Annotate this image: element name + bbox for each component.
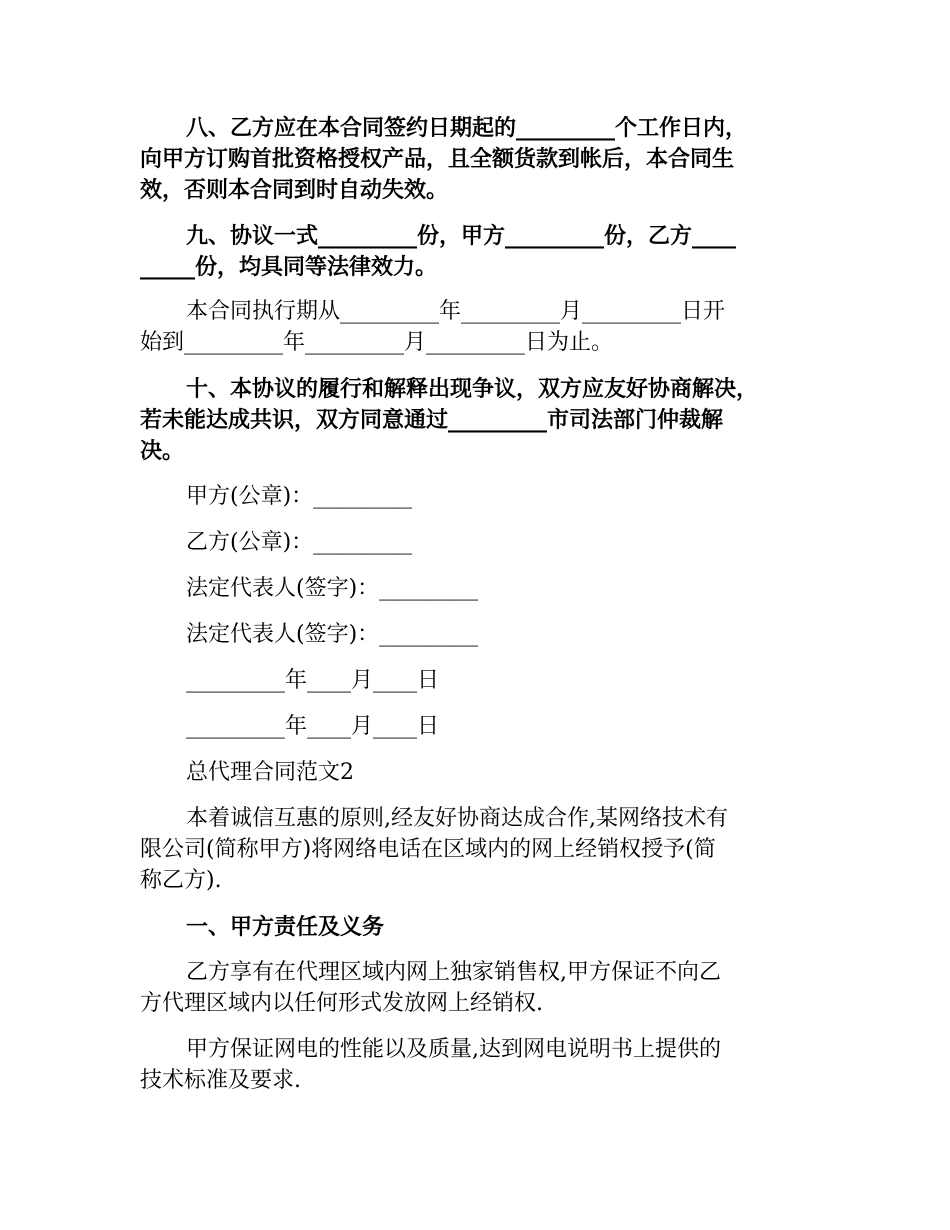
- intro-line-3: 称乙方).: [140, 868, 222, 893]
- party-a-seal: 甲方(公章)：_________: [186, 484, 413, 509]
- intro-line-2: 限公司(简称甲方)将网络电话在区域内的网上经销权授予(简: [140, 837, 716, 862]
- term-line-1: 本合同执行期从_________年_________月_________日开: [186, 299, 726, 324]
- duty-2-line-1: 甲方保证网电的性能以及质量,达到网电说明书上提供的: [186, 1037, 721, 1062]
- clause-10-line-2: 若未能达成共识，双方同意通过_________市司法部门仲裁解: [140, 407, 724, 433]
- duty-2-line-2: 技术标准及要求.: [140, 1068, 301, 1093]
- intro-line-1: 本着诚信互惠的原则,经友好协商达成合作,某网络技术有: [186, 806, 728, 831]
- heading-party-a-duties: 一、甲方责任及义务: [186, 914, 385, 940]
- clause-9-line-1: 九、协议一式_________份，甲方_________份，乙方____: [186, 223, 737, 249]
- clause-8-line-1: 八、乙方应在本合同签约日期起的_________个工作日内，: [186, 115, 748, 141]
- date-line-1: _________年____月____日: [186, 668, 440, 693]
- duty-1-line-1: 乙方享有在代理区域内网上独家销售权,甲方保证不向乙: [186, 960, 721, 985]
- legal-rep-signature-2: 法定代表人(签字)：_________: [186, 622, 479, 647]
- clause-8-line-3: 效，否则本合同到时自动失效。: [140, 177, 449, 203]
- section-title: 总代理合同范文2: [186, 760, 354, 785]
- party-b-seal: 乙方(公章)：_________: [186, 530, 413, 555]
- clause-8-line-2: 向甲方订购首批资格授权产品，且全额货款到帐后，本合同生: [140, 146, 735, 172]
- duty-1-line-2: 方代理区域内以任何形式发放网上经销权.: [140, 991, 543, 1016]
- date-line-2: _________年____月____日: [186, 714, 440, 739]
- clause-10-line-3: 决。: [140, 438, 185, 464]
- legal-rep-signature-1: 法定代表人(签字)：_________: [186, 576, 479, 601]
- term-line-2: 始到_________年_________月_________日为止。: [140, 330, 614, 355]
- clause-10-line-1: 十、本协议的履行和解释出现争议，双方应友好协商解决，: [186, 376, 759, 402]
- clause-9-line-2: _____份，均具同等法律效力。: [140, 254, 438, 280]
